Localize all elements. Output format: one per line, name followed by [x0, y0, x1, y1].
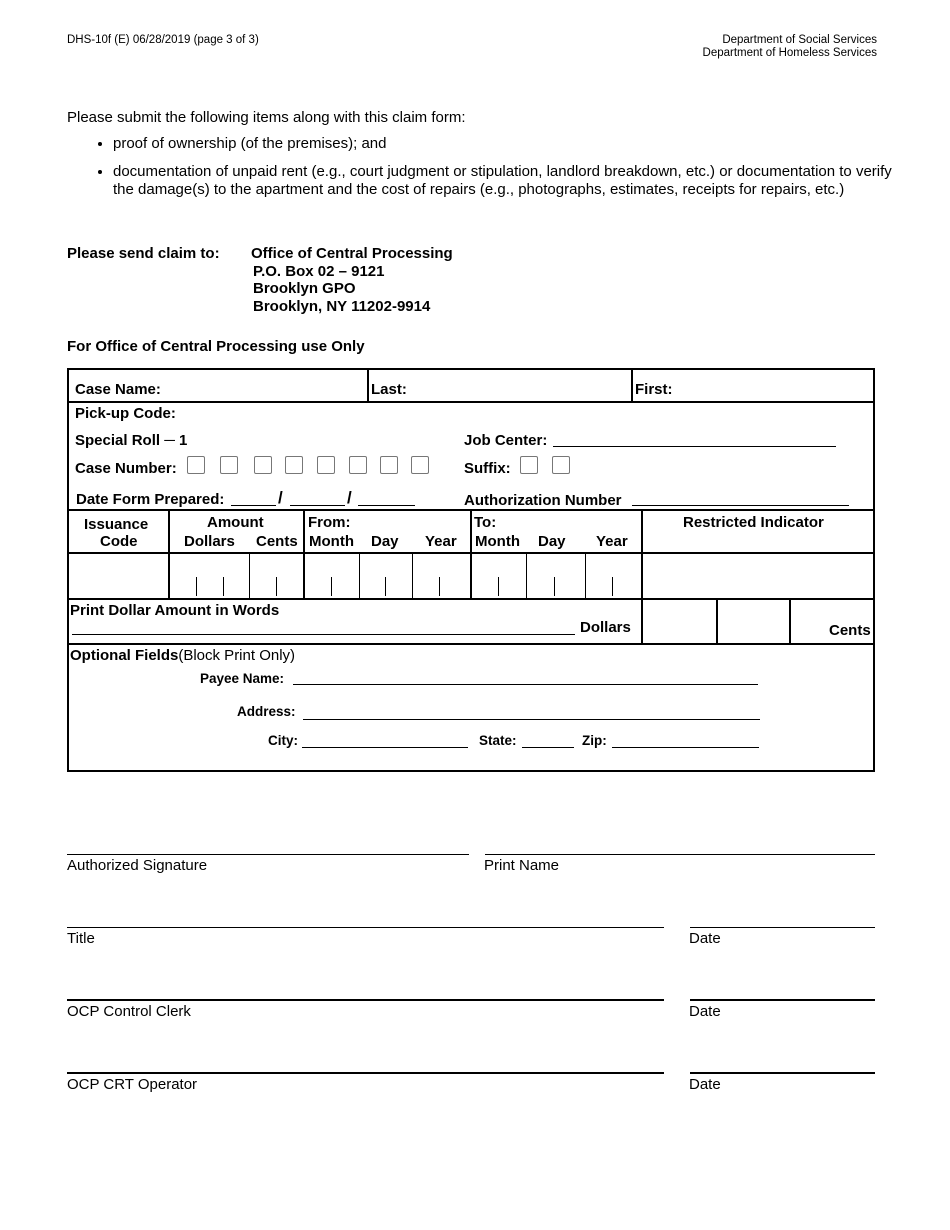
print-name-line[interactable]	[485, 854, 875, 855]
digit-tick	[554, 577, 555, 596]
divider	[303, 511, 305, 600]
date-label: Date	[689, 930, 721, 947]
digit-tick	[196, 577, 197, 596]
date-label: Date	[689, 1003, 721, 1020]
suffix-box[interactable]	[552, 456, 570, 474]
state-field[interactable]	[522, 747, 574, 748]
date-line[interactable]	[690, 927, 875, 928]
dept-line-1: Department of Social Services	[722, 34, 877, 46]
from-header: From:	[308, 514, 351, 531]
digit-tick	[498, 577, 499, 596]
print-name-label: Print Name	[484, 857, 560, 874]
address-field[interactable]	[303, 719, 760, 720]
issuance-code-header: Issuance	[84, 516, 149, 533]
divider	[470, 511, 472, 600]
intro-text: Please submit the following items along with this claim form:	[67, 109, 466, 126]
divider	[631, 368, 633, 403]
optional-fields-label	[70, 647, 295, 664]
case-number-box[interactable]	[411, 456, 429, 474]
send-claim-label: Please send claim to:	[67, 245, 220, 262]
digit-tick	[612, 577, 613, 596]
to-header: To:	[474, 514, 497, 531]
to-year-header: Year	[596, 533, 628, 550]
suffix-box[interactable]	[520, 456, 538, 474]
digit-tick	[276, 577, 277, 596]
to-month-header: Month	[475, 533, 520, 550]
from-year-header: Year	[425, 533, 457, 550]
cents-header: Cents	[256, 533, 298, 550]
case-number-label: Case Number:	[75, 460, 177, 477]
address-line: Brooklyn GPO	[253, 280, 356, 297]
divider	[789, 600, 791, 645]
date-month-field[interactable]	[231, 505, 276, 506]
digit-tick	[331, 577, 332, 596]
from-day-header: Day	[371, 533, 399, 550]
date-line[interactable]	[690, 999, 875, 1001]
authorization-number-label: Authorization Number	[464, 492, 622, 509]
date-prepared-label: Date Form Prepared:	[76, 491, 225, 508]
authorized-signature-label: Authorized Signature	[67, 857, 208, 874]
restricted-indicator-header: Restricted Indicator	[683, 514, 824, 531]
address-line: Brooklyn, NY 11202-9914	[253, 297, 431, 315]
mailing-address	[251, 245, 453, 315]
digit-tick	[385, 577, 386, 596]
divider	[585, 554, 586, 598]
payee-name-label: Payee Name:	[200, 671, 285, 686]
city-field[interactable]	[302, 747, 468, 748]
zip-label: Zip:	[582, 733, 607, 748]
divider	[716, 600, 718, 645]
payee-name-field[interactable]	[293, 684, 758, 685]
authorized-signature-line[interactable]	[67, 854, 469, 855]
optional-fields-title: Optional Fields	[70, 647, 179, 664]
case-number-box[interactable]	[254, 456, 272, 474]
date-separator: /	[347, 488, 352, 507]
divider	[67, 401, 875, 403]
list-item: • documentation of unpaid rent (e.g., court judgment or stipulation, landlord breakdown, etc.) or documentation to verify the damage(s) to the apartment and the cost of repairs (e.g., photographs, estimates, receipts for repairs, etc.)	[113, 163, 913, 199]
dollar-words-field[interactable]	[72, 634, 575, 635]
amount-header: Amount	[207, 514, 264, 531]
case-name-label: Case Name:	[75, 381, 161, 398]
department-names	[703, 34, 877, 60]
form-id: DHS-10f (E) 06/28/2019 (page 3 of 3)	[67, 34, 259, 46]
pickup-code-label: Pick-up Code:	[75, 405, 176, 422]
divider	[526, 554, 527, 598]
from-month-header: Month	[309, 533, 354, 550]
date-label: Date	[689, 1076, 721, 1093]
case-number-box[interactable]	[349, 456, 367, 474]
divider	[67, 643, 875, 645]
case-number-box[interactable]	[285, 456, 303, 474]
date-year-field[interactable]	[358, 505, 415, 506]
suffix-label: Suffix:	[464, 460, 511, 477]
divider	[367, 368, 369, 403]
ocp-control-clerk-line[interactable]	[67, 999, 664, 1001]
address-label: Address:	[237, 704, 296, 719]
last-name-label[interactable]: Last:	[371, 381, 407, 398]
special-roll-label: Special Roll ─ 1	[75, 432, 188, 449]
optional-fields-note: (Block Print Only)	[178, 647, 296, 664]
date-day-field[interactable]	[290, 505, 345, 506]
list-item: • proof of ownership (of the premises); and	[113, 135, 913, 153]
divider	[412, 554, 413, 598]
authorization-number-field[interactable]	[632, 505, 849, 506]
ocp-crt-operator-label: OCP CRT Operator	[67, 1076, 198, 1093]
case-number-box[interactable]	[317, 456, 335, 474]
ocp-control-clerk-label: OCP Control Clerk	[67, 1003, 191, 1020]
title-line[interactable]	[67, 927, 664, 928]
digit-tick	[223, 577, 224, 596]
dollars-label: Dollars	[580, 619, 631, 636]
job-center-label: Job Center:	[464, 432, 548, 449]
case-number-box[interactable]	[380, 456, 398, 474]
case-number-box[interactable]	[187, 456, 205, 474]
divider	[249, 554, 250, 598]
office-use-title: For Office of Central Processing use Only	[67, 338, 365, 355]
city-label: City:	[268, 733, 298, 748]
digit-tick	[439, 577, 440, 596]
dollars-header: Dollars	[184, 533, 235, 550]
address-line: Office of Central Processing	[251, 245, 453, 262]
dept-line-2: Department of Homeless Services	[702, 47, 877, 59]
title-label: Title	[67, 930, 95, 947]
ocp-crt-operator-line[interactable]	[67, 1072, 664, 1074]
cents-label: Cents	[829, 622, 871, 639]
state-label: State:	[479, 733, 517, 748]
zip-field[interactable]	[612, 747, 759, 748]
issuance-code-header-2: Code	[100, 533, 138, 550]
address-line: P.O. Box 02 – 9121	[253, 262, 385, 280]
dollar-words-label: Print Dollar Amount in Words	[70, 602, 280, 619]
case-number-box[interactable]	[220, 456, 238, 474]
required-items-list	[67, 135, 913, 209]
divider	[359, 554, 360, 598]
divider	[168, 511, 170, 600]
first-name-label[interactable]: First:	[635, 381, 673, 398]
to-day-header: Day	[538, 533, 566, 550]
job-center-field[interactable]	[553, 446, 836, 447]
date-line[interactable]	[690, 1072, 875, 1074]
divider	[641, 511, 643, 645]
date-separator: /	[278, 488, 283, 507]
